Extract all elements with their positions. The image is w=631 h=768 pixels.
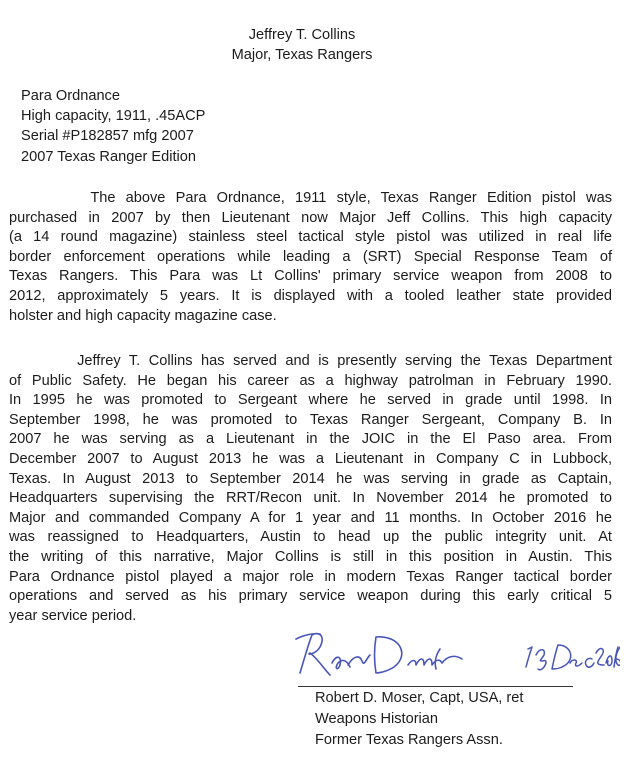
text-line: The above Para Ordnance, 1911 style, Texas Ranger Edition pistol was: [9, 190, 612, 206]
text-line: Headquarters supervising the RRT/Recon unit. In November 2014 he promoted to: [9, 490, 612, 507]
subject-name: Jeffrey T. Collins: [248, 27, 356, 43]
text-line: 2007 he was serving as a Lieutenant in the JOIC in the El Paso area. From: [9, 431, 612, 448]
text-line: Texas. In August 2013 to September 2014 he was serving in grade as Captain,: [9, 470, 612, 487]
item-maker: Para Ordnance: [21, 88, 120, 104]
text-line: purchased in 2007 by then Lieutenant now Major Jeff Collins. This high capacity: [9, 209, 612, 226]
handwritten-signature: [290, 625, 620, 685]
text-line: Major and commanded Company A for 1 year and 11 months. In October 2016 he: [9, 509, 612, 526]
text-line: of Public Safety. He began his career as a highway patrolman in February 1990.: [9, 372, 612, 389]
signature-strokes: [296, 634, 462, 676]
text-line: (a 14 round magazine) stainless steel tactical style pistol was utilized in real life: [9, 229, 612, 246]
text-line: Jeffrey T. Collins has served and is presently serving the Texas Department: [9, 353, 612, 369]
text-line: 2012, approximately 5 years. It is displayed with a tooled leather state provided: [9, 287, 612, 304]
text-line: the writing of this narrative, Major Collins is still in this position in Austin. This: [9, 548, 612, 565]
text-line: border enforcement operations while leading a (SRT) Special Response Team of: [9, 248, 612, 265]
text-line: Texas Rangers. This Para was Lt Collins' primary service weapon from 2008 to: [9, 268, 612, 285]
signer-block: [315, 688, 523, 751]
text-line: In 1995 he was promoted to Sergeant where he served in grade until 1998. In: [9, 392, 612, 409]
text-line: Para Ordnance pistol played a major role in modern Texas Ranger tactical border: [9, 568, 612, 585]
item-serial: Serial #P182857 mfg 2007: [21, 128, 194, 145]
signature-line: [298, 686, 573, 687]
letter-header: [0, 25, 604, 65]
item-description: High capacity, 1911, .45ACP: [21, 108, 206, 125]
signer-affiliation: Former Texas Rangers Assn.: [315, 732, 503, 748]
signer-name: Robert D. Moser, Capt, USA, ret: [315, 690, 524, 706]
text-line: operations and served as his primary service weapon during this early critical 5: [9, 588, 612, 605]
item-details: [21, 86, 205, 167]
item-edition: 2007 Texas Ranger Edition: [21, 148, 196, 165]
paragraph-career: [9, 352, 612, 626]
text-line: year service period.: [9, 607, 137, 624]
signer-role: Weapons Historian: [315, 711, 439, 727]
subject-title: Major, Texas Rangers: [231, 47, 373, 63]
text-line: December 2007 to August 2013 he was a Lieutenant in Company C in Lubbock,: [9, 450, 612, 467]
text-line: holster and high capacity magazine case.: [9, 307, 277, 324]
text-line: was reassigned to Headquarters, Austin to head up the public integrity unit. At: [9, 529, 612, 546]
signature-date-strokes: [526, 645, 620, 670]
paragraph-history: [9, 189, 612, 326]
text-line: September 1998, he was promoted to Texas Ranger Sergeant, Company B. In: [9, 411, 612, 428]
